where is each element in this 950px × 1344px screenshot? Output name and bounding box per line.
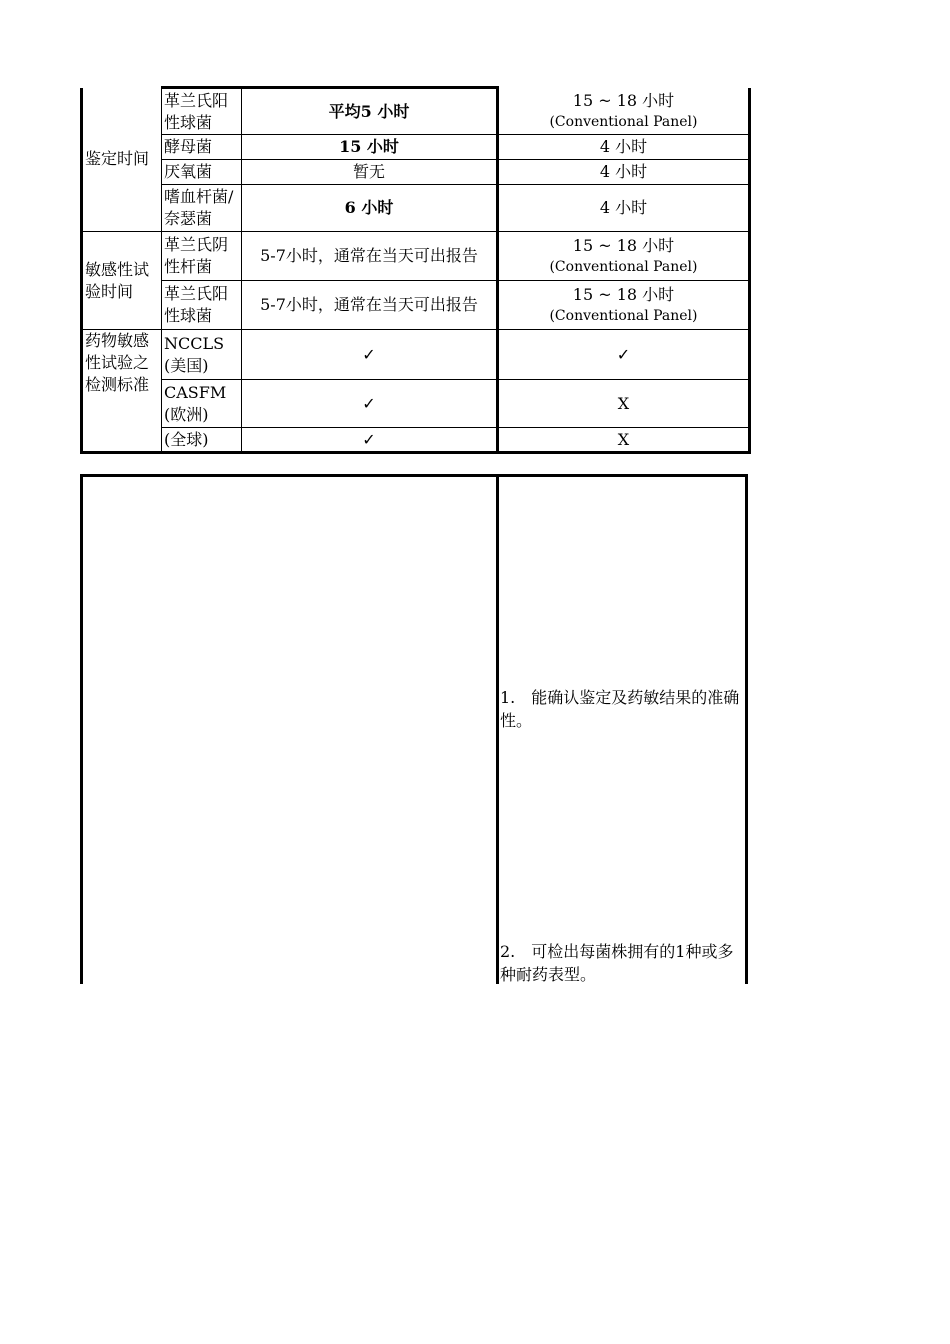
group-standards: 药物敏感性试验之检测标准 (82, 330, 162, 453)
sub-label: (全球) (162, 428, 242, 453)
sub-label: 革兰氏阳性球菌 (162, 88, 242, 135)
sub-label: CASFM (欧洲) (162, 380, 242, 428)
value-b: 4 小时 (498, 135, 750, 160)
value-a: 15 小时 (242, 135, 498, 160)
sub-label: NCCLS (美国) (162, 330, 242, 380)
value-a: 暂无 (242, 160, 498, 185)
value-b: 15 ~ 18 小时 (Conventional Panel) (498, 88, 750, 135)
value-a: 6 小时 (242, 185, 498, 232)
comparison-table (80, 86, 751, 454)
column-divider (496, 477, 499, 984)
value-b: X (498, 428, 750, 453)
value-b: 4 小时 (498, 185, 750, 232)
value-a: ✓ (242, 380, 498, 428)
sub-label: 酵母菌 (162, 135, 242, 160)
value-a: ✓ (242, 428, 498, 453)
sub-label: 革兰氏阴性杆菌 (162, 232, 242, 281)
sub-label: 革兰氏阳性球菌 (162, 281, 242, 330)
sub-label: 厌氧菌 (162, 160, 242, 185)
value-b: X (498, 380, 750, 428)
value-a: 5-7小时，通常在当天可出报告 (242, 281, 498, 330)
note-2: 2. 可检出每菌株拥有的1种或多种耐药表型。 (500, 942, 734, 984)
value-b: 4 小时 (498, 160, 750, 185)
group-ast-time: 敏感性试验时间 (82, 232, 162, 330)
value-a: 平均5 小时 (242, 88, 498, 135)
group-id-time: 鉴定时间 (82, 88, 162, 232)
note-1: 1. 能确认鉴定及药敏结果的准确性。 (500, 688, 740, 730)
value-a: ✓ (242, 330, 498, 380)
value-b: ✓ (498, 330, 750, 380)
value-b: 15 ~ 18 小时 (Conventional Panel) (498, 232, 750, 281)
sub-label: 嗜血杆菌/奈瑟菌 (162, 185, 242, 232)
value-b: 15 ~ 18 小时 (Conventional Panel) (498, 281, 750, 330)
value-a: 5-7小时，通常在当天可出报告 (242, 232, 498, 281)
